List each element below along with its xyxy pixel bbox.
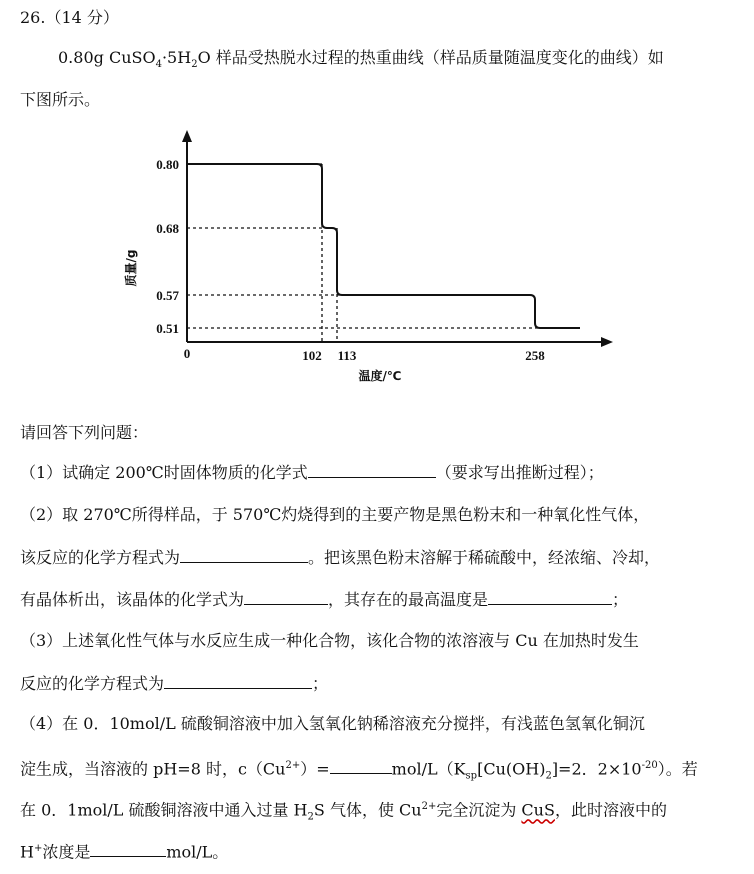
question-3-line-1: （3）上述氧化性气体与水反应生成一种化合物，该化合物的浓溶液与 Cu 在加热时发生: [20, 631, 639, 650]
chart-axes: [182, 130, 613, 347]
question-2-line-3: 有晶体析出，该晶体的化学式为 ，其存在的最高温度是 ；: [20, 587, 734, 612]
chart-guide-lines: [187, 164, 580, 342]
cus-formula: CuS: [521, 800, 555, 820]
question-1: （1）试确定 200℃时固体物质的化学式 （要求写出推断过程）；: [20, 460, 734, 485]
question-2-line-1: （2）取 270℃所得样品，于 570℃灼烧得到的主要产物是黑色粉末和一种氧化性气体，: [20, 505, 650, 524]
y-tick-label: 0.57: [156, 288, 179, 303]
answer-blank-2c[interactable]: [488, 587, 612, 605]
x-axis-label: 温度/℃: [358, 369, 402, 383]
y-axis-arrow: [182, 130, 192, 142]
question-header: [20, 6, 734, 30]
intro-text-1: 样品受热脱水过程的热重曲线（样品质量随温度变化的曲线）如: [210, 48, 664, 67]
question-number: 26.: [20, 8, 46, 27]
sample-formula: $CuSO_4\cdot 5H_2O$: [108, 48, 211, 71]
question-4-line-1: （4）在 0．10mol/L 硫酸铜溶液中加入氢氧化钠稀溶液充分搅拌，有浅蓝色氢氧化铜沉: [20, 714, 645, 733]
thermogravimetric-chart: [115, 128, 615, 390]
question-4-line-2: 淀生成，当溶液的 pH=8 时，$c(Cu^{2+})= mol/L(K_{sp}[Cu(OH)_2]=2$．$2\times 10^{-20}$）。若: [20, 754, 734, 789]
intro-line-2: 下图所示。: [20, 90, 101, 109]
answer-blank-1[interactable]: [308, 460, 436, 478]
x-tick-label: 102: [302, 348, 322, 363]
x-tick-label: 113: [337, 348, 357, 363]
answer-blank-4a[interactable]: [330, 756, 392, 774]
sample-mass: 0.80g: [58, 48, 104, 67]
answer-blank-2b[interactable]: [244, 587, 328, 605]
x-tick-label: 258: [525, 348, 545, 363]
answer-blank-3[interactable]: [164, 671, 312, 689]
x-tick-label: 0: [183, 346, 191, 361]
question-2-line-2: 该反应的化学方程式为 。把该黑色粉末溶解于稀硫酸中，经浓缩、冷却，: [20, 545, 734, 570]
answer-blank-4b[interactable]: [90, 839, 166, 857]
question-4-line-4: H+浓度是 mol/L。: [20, 837, 734, 864]
x-axis-arrow: [601, 337, 613, 347]
questions-prompt: 请回答下列问题：: [20, 423, 149, 442]
question-4-line-3: 在 0．1mol/L 硫酸铜溶液中通入过量 $H_2S$ 气体，使 $Cu^{2+}$完全沉淀为 CuS，此时溶液中的: [20, 800, 667, 823]
intro-line-1: [58, 46, 734, 77]
question-points: （14 分）: [45, 8, 119, 27]
y-tick-label: 0.68: [156, 221, 179, 236]
y-axis-label: 质量/g: [124, 249, 138, 287]
mass-temperature-curve: [187, 164, 580, 328]
y-tick-label: 0.51: [156, 321, 179, 336]
answer-blank-2a[interactable]: [180, 545, 308, 563]
y-tick-label: 0.80: [156, 157, 179, 172]
question-3-line-2: 反应的化学方程式为 ；: [20, 671, 734, 696]
chart-tick-labels: [156, 157, 545, 363]
